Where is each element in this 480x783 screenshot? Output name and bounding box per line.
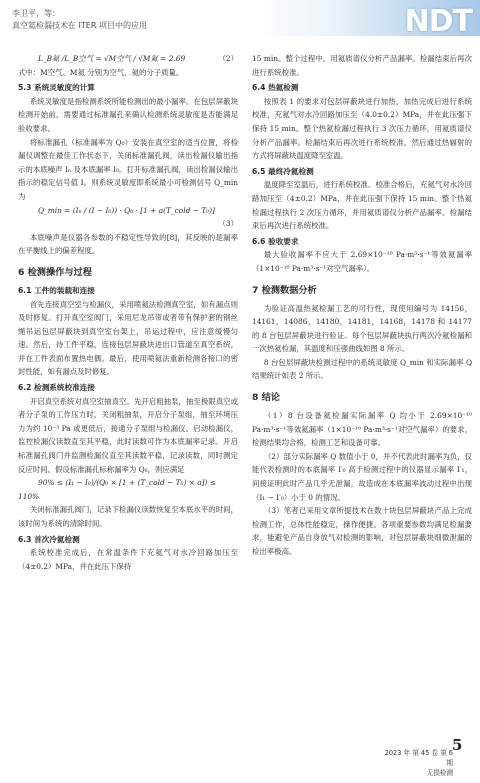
equation-4	[18, 476, 238, 503]
section-6-6-heading: 6.6 验收要求	[252, 236, 299, 246]
section-6-4-paragraph: 按照表 1 的要求对包层屏蔽块进行加热，加热完成后进行系统校准，充氦气对水冷回路加压至（4.0±0.2）MPa，并在此压强下保持 15 min。整个热氦检漏过程执行 3 次压力循环，用氦质谱仪分析产品漏率。检漏结束后再次进行系统校准，然后通过热辐射的方式将屏蔽块温度降至室温。	[252, 96, 472, 161]
section-6-1-paragraph: 首先连接真空室与检漏仪，采用喷氦法检测真空室，如有漏点则及时修复。打开真空室阀门，采用尼龙吊带或者带有保护套的钢丝绳吊运包层屏蔽块到真空室台架上，吊运过程中，应注意缓慢匀速。然后，待工件平稳，连接包层屏蔽块进出口管道至真空系统，并在工件表面布置热电偶。最后，使用喷氦法重新检测各接口的密封性能，如有漏点及时修复。	[18, 299, 238, 377]
header-banner	[255, 0, 480, 39]
running-head-title: 真空氦检漏技术在 ITER 项目中的应用	[12, 21, 147, 30]
section-6-2-heading: 6.2 检测系统校准连接	[18, 383, 95, 393]
section-6-3-continuation: 15 min。整个过程中，用氦质谱仪分析产品漏率。检漏结束后再次进行系统校准。	[252, 54, 472, 77]
section-8-heading: 8 结论	[252, 392, 280, 404]
section-5-3-paragraph-1: 系统灵敏度是指检测系统所能检测出的最小漏率。在包层屏蔽块检测开始前，需要通过标准漏孔来确认检测系统灵敏度是否能满足验收要求。	[18, 96, 238, 133]
section-6-3-heading: 6.3 首次冷氦检测	[18, 534, 80, 544]
section-7-heading: 7 检测数据分析	[252, 284, 317, 296]
section-6-5-heading: 6.5 最终冷氦检测	[252, 166, 314, 176]
section-6-6-paragraph: 最大验收漏率不应大于 2.69×10⁻¹⁰ Pa·m³·s⁻¹等效氦漏率（1×10⁻¹⁰ Pa·m³·s⁻¹对空气漏率）。	[252, 250, 472, 273]
section-6-5-paragraph: 温度降至室温后，进行系统校准。校准合格后，充氦气对水冷回路加压至（4±0.2）MPa，并在此压强下保持 15 min。整个热氦检漏过程执行 2 次压力循环，并用氦质谱仪分析产品漏率。检漏结束后再次进行系统校准。	[252, 180, 472, 231]
journal-logo: NDT	[404, 4, 472, 39]
equation-2-body: L_B氦 /L_B空气 = √M空气 / √M氦 = 2.69	[38, 54, 186, 63]
equation-3-number: （3）	[218, 219, 238, 229]
equation-2-number: （2）	[218, 54, 238, 63]
section-7-paragraph-1: 为验证高温热氦检漏工艺的可行性，现使用编号为 14156，14161，14086，14180，14181，14168，14178 和 14177 的 8 台包层屏蔽块进行验证。每个包层屏蔽块执行两次冷氦检漏和一次热氦检漏，其温度和压强曲线如图 8 所示。	[252, 303, 472, 354]
equation-2-note: 式中：M空气、M氦 分别为空气、氦的分子质量。	[18, 67, 184, 77]
section-6-2-paragraph-2: 关闭标准漏孔阀门，记录下检漏仪读数恢复至本底水平的时间，该时间为系统的清除时间。	[18, 505, 238, 528]
running-head-author: 李卫平，等：	[12, 9, 60, 18]
left-column	[18, 52, 238, 573]
page-number: 5	[452, 736, 463, 754]
section-6-1-heading: 6.1 工件的装载和连接	[18, 285, 95, 295]
section-7-paragraph-2: 8 台包层屏蔽块检测过程中的系统灵敏度 Q_min 和实际漏率 Q 结果统计如表 2 所示。	[252, 357, 472, 381]
section-6-2-paragraph-1: 开启真空系统对真空室抽真空。先开启粗抽泵，抽至极限真空或者分子泵的工作压力时，关闭粗抽泵，开启分子泵组，抽至环境压力为约 10⁻³ Pa 或更低后，接通分子泵组与检漏仪。启动检漏仪，监控检漏仪读数直至其平稳，此时读数可作为本底漏率记录。开启标准漏孔阀门并监测检漏仪直至其读数平稳，记录读数，同时测定反应时间。假设标准漏孔标称漏率为 Q₀，则应满足	[18, 396, 238, 474]
section-5-3-paragraph-3: 本底噪声是仪器各参数的不稳定性导致的[8]，其反映的是漏率在平衡线上的偏差程度。	[18, 232, 238, 256]
section-6-4-heading: 6.4 热氦检测	[252, 83, 299, 93]
conclusion-2: （2）部分实际漏率 Q 数值小于 0，并不代表此时漏率为负，仅能代表检测时的本底漏率 I′₀ 高于检测过程中的仪器显示漏率 I′₁，间接证明此时产品几乎无泄漏，故造成在本底漏率波动过程中出现（I₁ − I′₀）小于 0 的情况。	[252, 451, 472, 502]
equation-3-body: Q_min = (Iₙ / (I − I₀)) · Q₀ · [1 + a(T_cold − T₀)]	[38, 205, 215, 215]
equation-3	[18, 204, 238, 218]
equation-3-number-row	[18, 217, 238, 231]
equation-2	[18, 52, 238, 66]
conclusion-3: （3）笔者已采用文章所提技术在数十块包层屏蔽块产品上完成检测工作，总体性能稳定，操作便捷。各项重要参数均满足检漏要求，能避免产品自身放气对检测的影响，对包层屏蔽块细微泄漏的检出率极高。	[252, 506, 472, 556]
section-6-heading: 6 检测操作与过程	[18, 266, 92, 278]
footer-journal: 无损检测	[426, 769, 453, 777]
conclusion-1: （1）8 台设备氦检漏实际漏率 Q 均小于 2.69×10⁻¹⁰ Pa·m³·s⁻¹等效氦漏率（1×10⁻¹⁰ Pa·m³·s⁻¹对空气漏率）的要求，检测结果均合格，检测工艺和设备可靠。	[252, 411, 472, 448]
page-header	[0, 0, 480, 46]
footer-issue: 2023 年 第 45 卷 第 6 期	[384, 749, 453, 767]
footer-meta	[381, 748, 453, 778]
right-column	[252, 52, 472, 559]
section-5-3-paragraph-2: 将标准漏孔（标准漏率为 Q₀）安装在真空室的适当位置，将检漏仪调整在最佳工作状态下，关闭标准漏孔阀，读出检漏仪输出指示的本底噪声 Iₙ 及本底漏率 I₀。打开标准漏孔阀，读出检漏仪输出指示的稳定信号值 I。则系统灵敏度即系统最小可检测信号 Q_min 为	[18, 137, 238, 201]
section-6-3-paragraph: 系统校准完成后，在常温条件下充氦气对水冷回路加压至（4±0.2）MPa，并在此压下保持	[18, 548, 238, 571]
equation-4-body: 90% ≤ (I₁ − I₀)/(Q₀ × [1 + (T_cold − T₀) × a]) ≤ 110%	[18, 478, 216, 501]
section-5-3-heading: 5.3 系统灵敏度的计算	[18, 83, 95, 93]
